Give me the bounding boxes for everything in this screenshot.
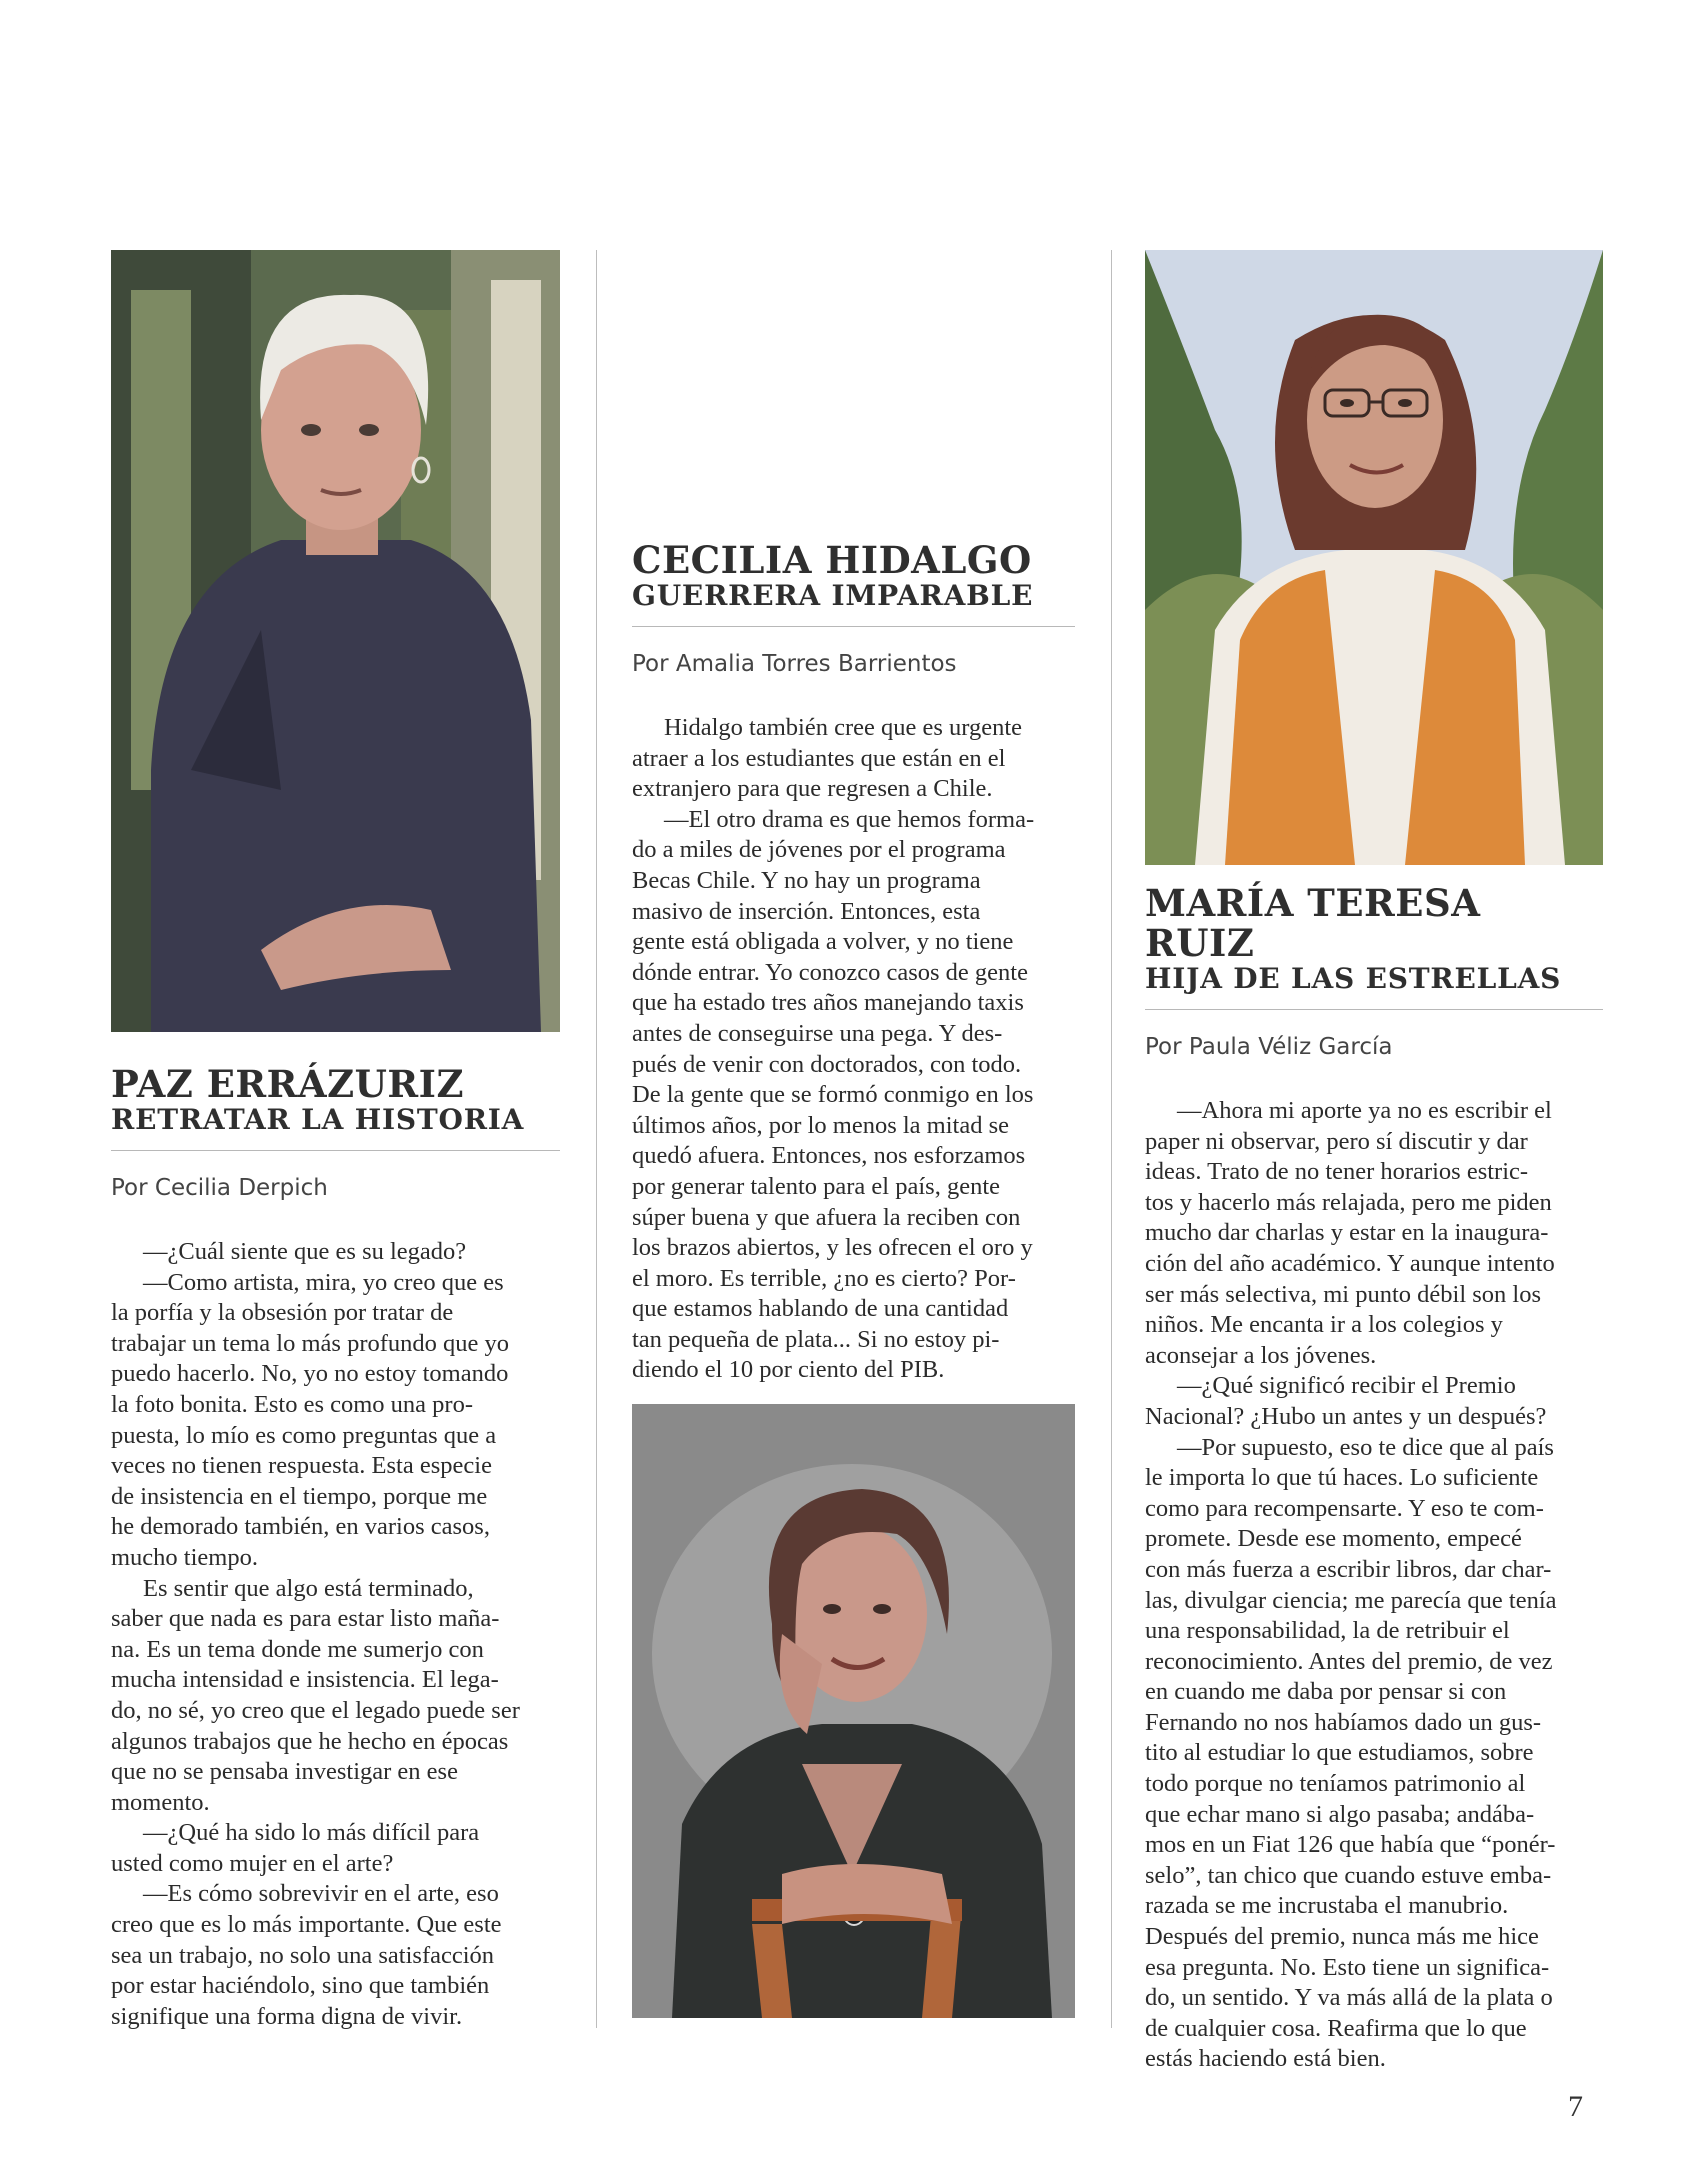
body-line: que estamos hablando de una cantidad (632, 1295, 1009, 1323)
body-line: mucha intensidad e insistencia. El lega- (111, 1666, 499, 1694)
body-line: tito al estudiar lo que estudiamos, sobre (1145, 1739, 1534, 1767)
body-line: —¿Qué ha sido lo más difícil para (143, 1819, 480, 1847)
body-line: extranjero para que regresen a Chile. (632, 775, 993, 803)
body-line: diendo el 10 por ciento del PIB. (632, 1356, 945, 1384)
body-line: por generar talento para el país, gente (632, 1172, 1001, 1200)
body-line: algunos trabajos que he hecho en épocas (111, 1727, 509, 1755)
body-line: Después del premio, nunca más me hice (1145, 1923, 1539, 1951)
body-line: —Como artista, mira, yo creo que es (143, 1268, 504, 1296)
article-byline: Por Cecilia Derpich (111, 1175, 328, 1201)
article-subtitle: GUERRERA IMPARABLE (632, 579, 1034, 612)
body-line: ser más selectiva, mi punto débil son los (1145, 1280, 1542, 1308)
body-line: saber que nada es para estar listo maña- (111, 1605, 500, 1633)
article-byline: Por Paula Véliz García (1145, 1034, 1393, 1060)
portrait-paz-errazuriz (111, 250, 560, 1032)
body-line: le importa lo que tú haces. Lo suficiente (1145, 1464, 1539, 1492)
body-line: pués de venir con doctorados, con todo. (632, 1050, 1022, 1078)
portrait-illustration (111, 250, 560, 1032)
body-line: en cuando me daba por pensar si con (1145, 1678, 1507, 1706)
body-line: puesta, lo mío es como preguntas que a (111, 1421, 497, 1449)
body-line: na. Es un tema donde me sumerjo con (111, 1635, 484, 1663)
body-line: usted como mujer en el arte? (111, 1849, 394, 1877)
body-line: el moro. Es terrible, ¿no es cierto? Por- (632, 1264, 1016, 1292)
body-line: signifique una forma digna de vivir. (111, 2002, 463, 2030)
article-paz-errazuriz (111, 250, 560, 2032)
body-line: súper buena y que afuera la reciben con (632, 1203, 1021, 1231)
portrait-maria-teresa-ruiz (1145, 250, 1603, 865)
body-line: tan pequeña de plata... Si no estoy pi- (632, 1325, 1000, 1353)
body-line: como para recompensarte. Y eso te com- (1145, 1494, 1544, 1522)
body-line: mucho dar charlas y estar en la inaugura- (1145, 1219, 1549, 1247)
body-line: creo que es lo más importante. Que este (111, 1911, 502, 1939)
portrait-illustration (632, 1404, 1075, 2018)
body-line: —Es cómo sobrevivir en el arte, eso (143, 1880, 499, 1908)
article-name: PAZ ERRÁZURIZ (111, 1062, 464, 1106)
body-line: —¿Qué significó recibir el Premio (1177, 1372, 1516, 1400)
body-line: Becas Chile. Y no hay un programa (632, 866, 981, 894)
body-line: últimos años, por lo menos la mitad se (632, 1111, 1009, 1139)
article-name: CECILIA HIDALGO (632, 538, 1032, 582)
body-line: ideas. Trato de no tener horarios estric- (1145, 1158, 1529, 1186)
page-number: 7 (1568, 2090, 1583, 2123)
body-line: he demorado también, en varios casos, (111, 1513, 490, 1541)
portrait-cecilia-hidalgo (632, 1404, 1075, 2018)
body-line: sea un trabajo, no solo una satisfacción (111, 1941, 495, 1969)
body-line: estás haciendo está bien. (1145, 2045, 1386, 2073)
body-line: de insistencia en el tiempo, porque me (111, 1482, 488, 1510)
body-line: —El otro drama es que hemos forma- (664, 805, 1035, 833)
body-line: dónde entrar. Yo conozco casos de gente (632, 958, 1028, 986)
body-line: antes de conseguirse una pega. Y des- (632, 1019, 1003, 1047)
body-line: promete. Desde ese momento, empecé (1145, 1525, 1522, 1553)
body-line: momento. (111, 1788, 210, 1816)
body-line: de cualquier cosa. Reafirma que lo que (1145, 2014, 1527, 2042)
body-line: las, divulgar ciencia; me parecía que tenía (1145, 1586, 1557, 1614)
article-subtitle: RETRATAR LA HISTORIA (111, 1103, 525, 1136)
body-line: Nacional? ¿Hubo un antes y un después? (1145, 1402, 1547, 1430)
body-line: que ha estado tres años manejando taxis (632, 989, 1024, 1017)
body-line: puedo hacerlo. No, yo no estoy tomando (111, 1360, 509, 1388)
body-line: do, no sé, yo creo que el legado puede ser (111, 1696, 520, 1724)
title-rule (111, 1150, 560, 1151)
body-line: que echar mano si algo pasaba; andába- (1145, 1800, 1535, 1828)
body-line: ción del año académico. Y aunque intento (1145, 1249, 1555, 1277)
body-line: la foto bonita. Esto es como una pro- (111, 1390, 473, 1418)
body-line: mucho tiempo. (111, 1543, 258, 1571)
article-byline: Por Amalia Torres Barrientos (632, 651, 957, 677)
article-cecilia-hidalgo (632, 540, 1075, 1386)
body-line: aconsejar a los jóvenes. (1145, 1341, 1377, 1369)
body-line: —¿Cuál siente que es su legado? (143, 1238, 467, 1265)
portrait-illustration (1145, 250, 1603, 865)
body-line: atraer a los estudiantes que están en el (632, 744, 1006, 772)
body-line: esa pregunta. No. Esto tiene un significa- (1145, 1953, 1550, 1981)
body-line: Fernando no nos habíamos dado un gus- (1145, 1708, 1542, 1736)
body-line: por estar haciéndolo, sino que también (111, 1972, 490, 2000)
column-divider-left (596, 250, 597, 2028)
body-line: quedó afuera. Entonces, nos esforzamos (632, 1142, 1026, 1170)
body-line: Es sentir que algo está terminado, (143, 1574, 474, 1602)
article-body (1145, 1096, 1603, 2075)
body-line: con más fuerza a escribir libros, dar char- (1145, 1555, 1552, 1583)
body-line: una responsabilidad, la de retribuir el (1145, 1617, 1510, 1645)
body-line: los brazos abiertos, y les ofrecen el oro y (632, 1234, 1033, 1262)
body-line: que no se pensaba investigar en ese (111, 1758, 458, 1786)
body-line: mos en un Fiat 126 que había que “ponér- (1145, 1831, 1556, 1859)
body-line: De la gente que se formó conmigo en los (632, 1081, 1034, 1109)
article-body (632, 713, 1075, 1386)
body-line: razada se me incrustaba el manubrio. (1145, 1892, 1509, 1920)
article-name: MARÍA TERESA RUIZ (1145, 881, 1481, 965)
body-line: la porfía y la obsesión por tratar de (111, 1299, 454, 1327)
title-rule (632, 626, 1075, 627)
article-body (111, 1237, 560, 2032)
body-line: veces no tienen respuesta. Esta especie (111, 1452, 492, 1480)
column-divider-right (1111, 250, 1112, 2028)
body-line: Hidalgo también cree que es urgente (664, 714, 1023, 741)
body-line: gente está obligada a volver, y no tiene (632, 928, 1014, 956)
body-line: todo porque no teníamos patrimonio al (1145, 1770, 1526, 1798)
body-line: —Por supuesto, eso te dice que al país (1177, 1433, 1554, 1461)
body-line: niños. Me encanta ir a los colegios y (1145, 1311, 1503, 1339)
body-line: do a miles de jóvenes por el programa (632, 836, 1006, 864)
article-subtitle: HIJA DE LAS ESTRELLAS (1145, 962, 1562, 995)
article-maria-teresa-ruiz (1145, 250, 1603, 2075)
body-line: selo”, tan chico que cuando estuve emba- (1145, 1861, 1552, 1889)
body-line: paper ni observar, pero sí discutir y dar (1145, 1127, 1528, 1155)
body-line: reconocimiento. Antes del premio, de vez (1145, 1647, 1553, 1675)
title-rule (1145, 1009, 1603, 1010)
body-line: do, un sentido. Y va más allá de la plata o (1145, 1984, 1553, 2012)
body-line: —Ahora mi aporte ya no es escribir el (1177, 1097, 1552, 1124)
body-line: tos y hacerlo más relajada, pero me piden (1145, 1188, 1552, 1216)
body-line: masivo de inserción. Entonces, esta (632, 897, 981, 925)
body-line: trabajar un tema lo más profundo que yo (111, 1329, 510, 1357)
